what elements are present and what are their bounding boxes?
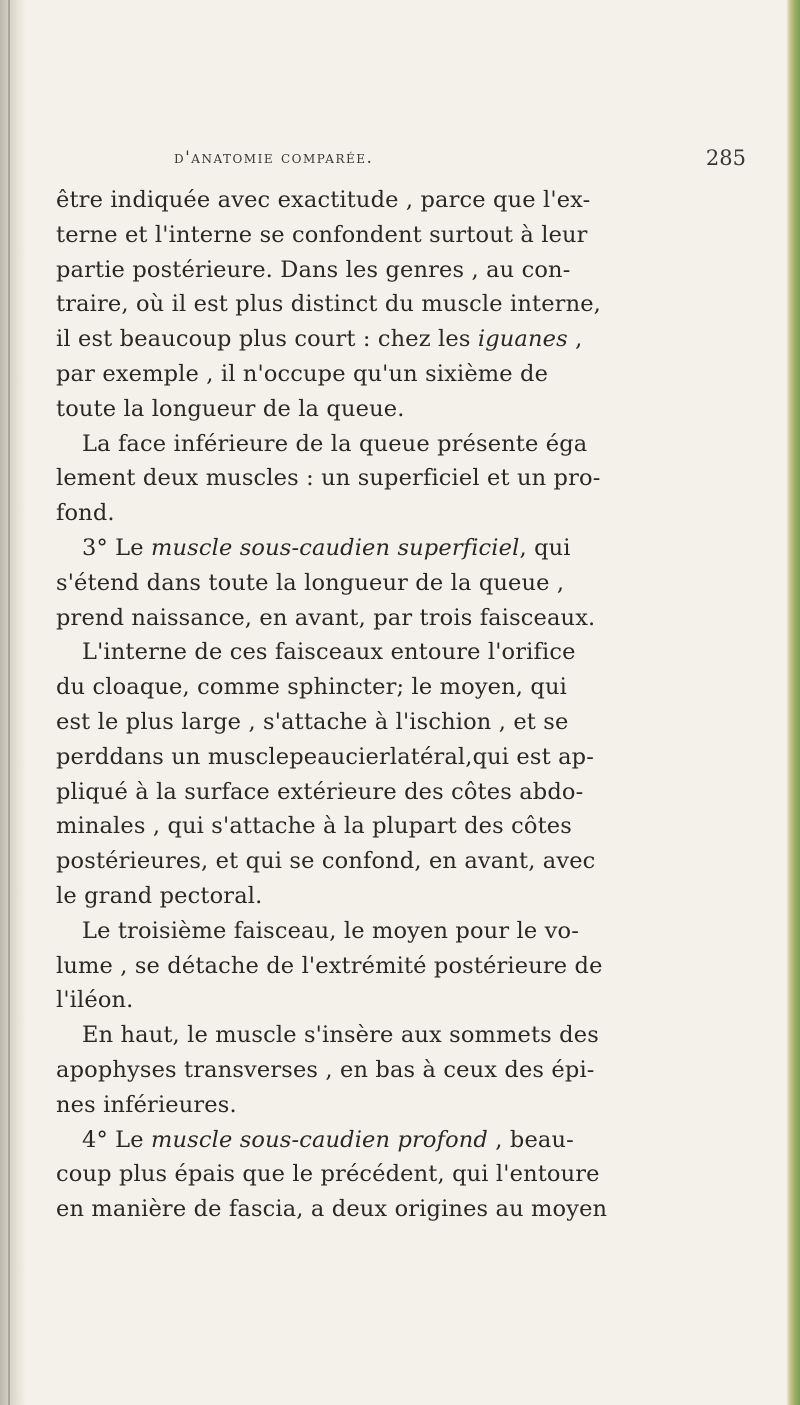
text-line-end: , beau- [488,1126,574,1153]
text-line-end: , [567,326,583,353]
page-number: 285 [705,146,746,170]
text-line: toute la longueur de la queue. [56,395,405,422]
text-line: traire, où il est plus distinct du muscle interne, [56,291,601,318]
text-line: prend naissance, en avant, par trois faisceaux. [56,604,596,631]
text-line: En haut, le muscle s'insère aux sommets des [82,1022,599,1049]
text-line: en manière de fascia, a deux origines au moyen [56,1196,608,1223]
text-line: partie postérieure. Dans les genres , au con- [56,256,571,283]
italic-term: muscle sous-caudien superficiel [151,534,520,561]
text-line: l'iléon. [56,987,134,1014]
text-line: apophyses transverses , en bas à ceux des épi- [56,1056,595,1083]
text-line: postérieures, et qui se confond, en avant, avec [56,848,596,875]
cover-edge [786,0,800,1405]
gutter-line [8,0,10,1405]
italic-term: iguanes [477,326,568,353]
running-title: d'anatomie comparée. [174,148,374,168]
text-line: terne et l'interne se confondent surtout à leur [56,221,588,248]
text-line: du cloaque, comme sphincter; le moyen, qui [56,674,567,701]
text-line-start: 3° Le [82,534,152,561]
text-line: L'interne de ces faisceaux entoure l'orifice [82,639,576,666]
binding-gutter [0,0,26,1405]
text-line: La face inférieure de la queue présente éga [82,430,588,457]
italic-term: muscle sous-caudien profond [151,1126,488,1153]
body-text [56,183,746,1227]
text-line: Le troisième faisceau, le moyen pour le vo- [82,917,579,944]
text-line: fond. [56,500,115,527]
text-line: nes inférieures. [56,1091,237,1118]
text-line: le grand pectoral. [56,882,263,909]
text-line-start: 4° Le [82,1126,152,1153]
text-line: s'étend dans toute la longueur de la queue , [56,569,565,596]
text-line: pliqué à la surface extérieure des côtes abdo- [56,778,584,805]
text-line [56,531,746,566]
text-line [56,322,746,357]
text-line: est le plus large , s'attache à l'ischion , et se [56,708,569,735]
text-line: minales , qui s'attache à la plupart des côtes [56,813,572,840]
running-head [56,148,746,178]
text-line-start: il est beaucoup plus court : chez les [56,326,478,353]
text-line: par exemple , il n'occupe qu'un sixième de [56,360,549,387]
text-line [56,1123,746,1158]
text-line: lume , se détache de l'extrémité postérieure de [56,952,603,979]
text-line: perddans un musclepeaucierlatéral,qui est ap- [56,743,594,770]
text-line: être indiquée avec exactitude , parce que l'ex- [56,187,591,213]
text-line: coup plus épais que le précédent, qui l'entoure [56,1161,600,1188]
text-line: lement deux muscles : un superficiel et un pro- [56,465,601,492]
text-line-end: , qui [519,534,571,561]
